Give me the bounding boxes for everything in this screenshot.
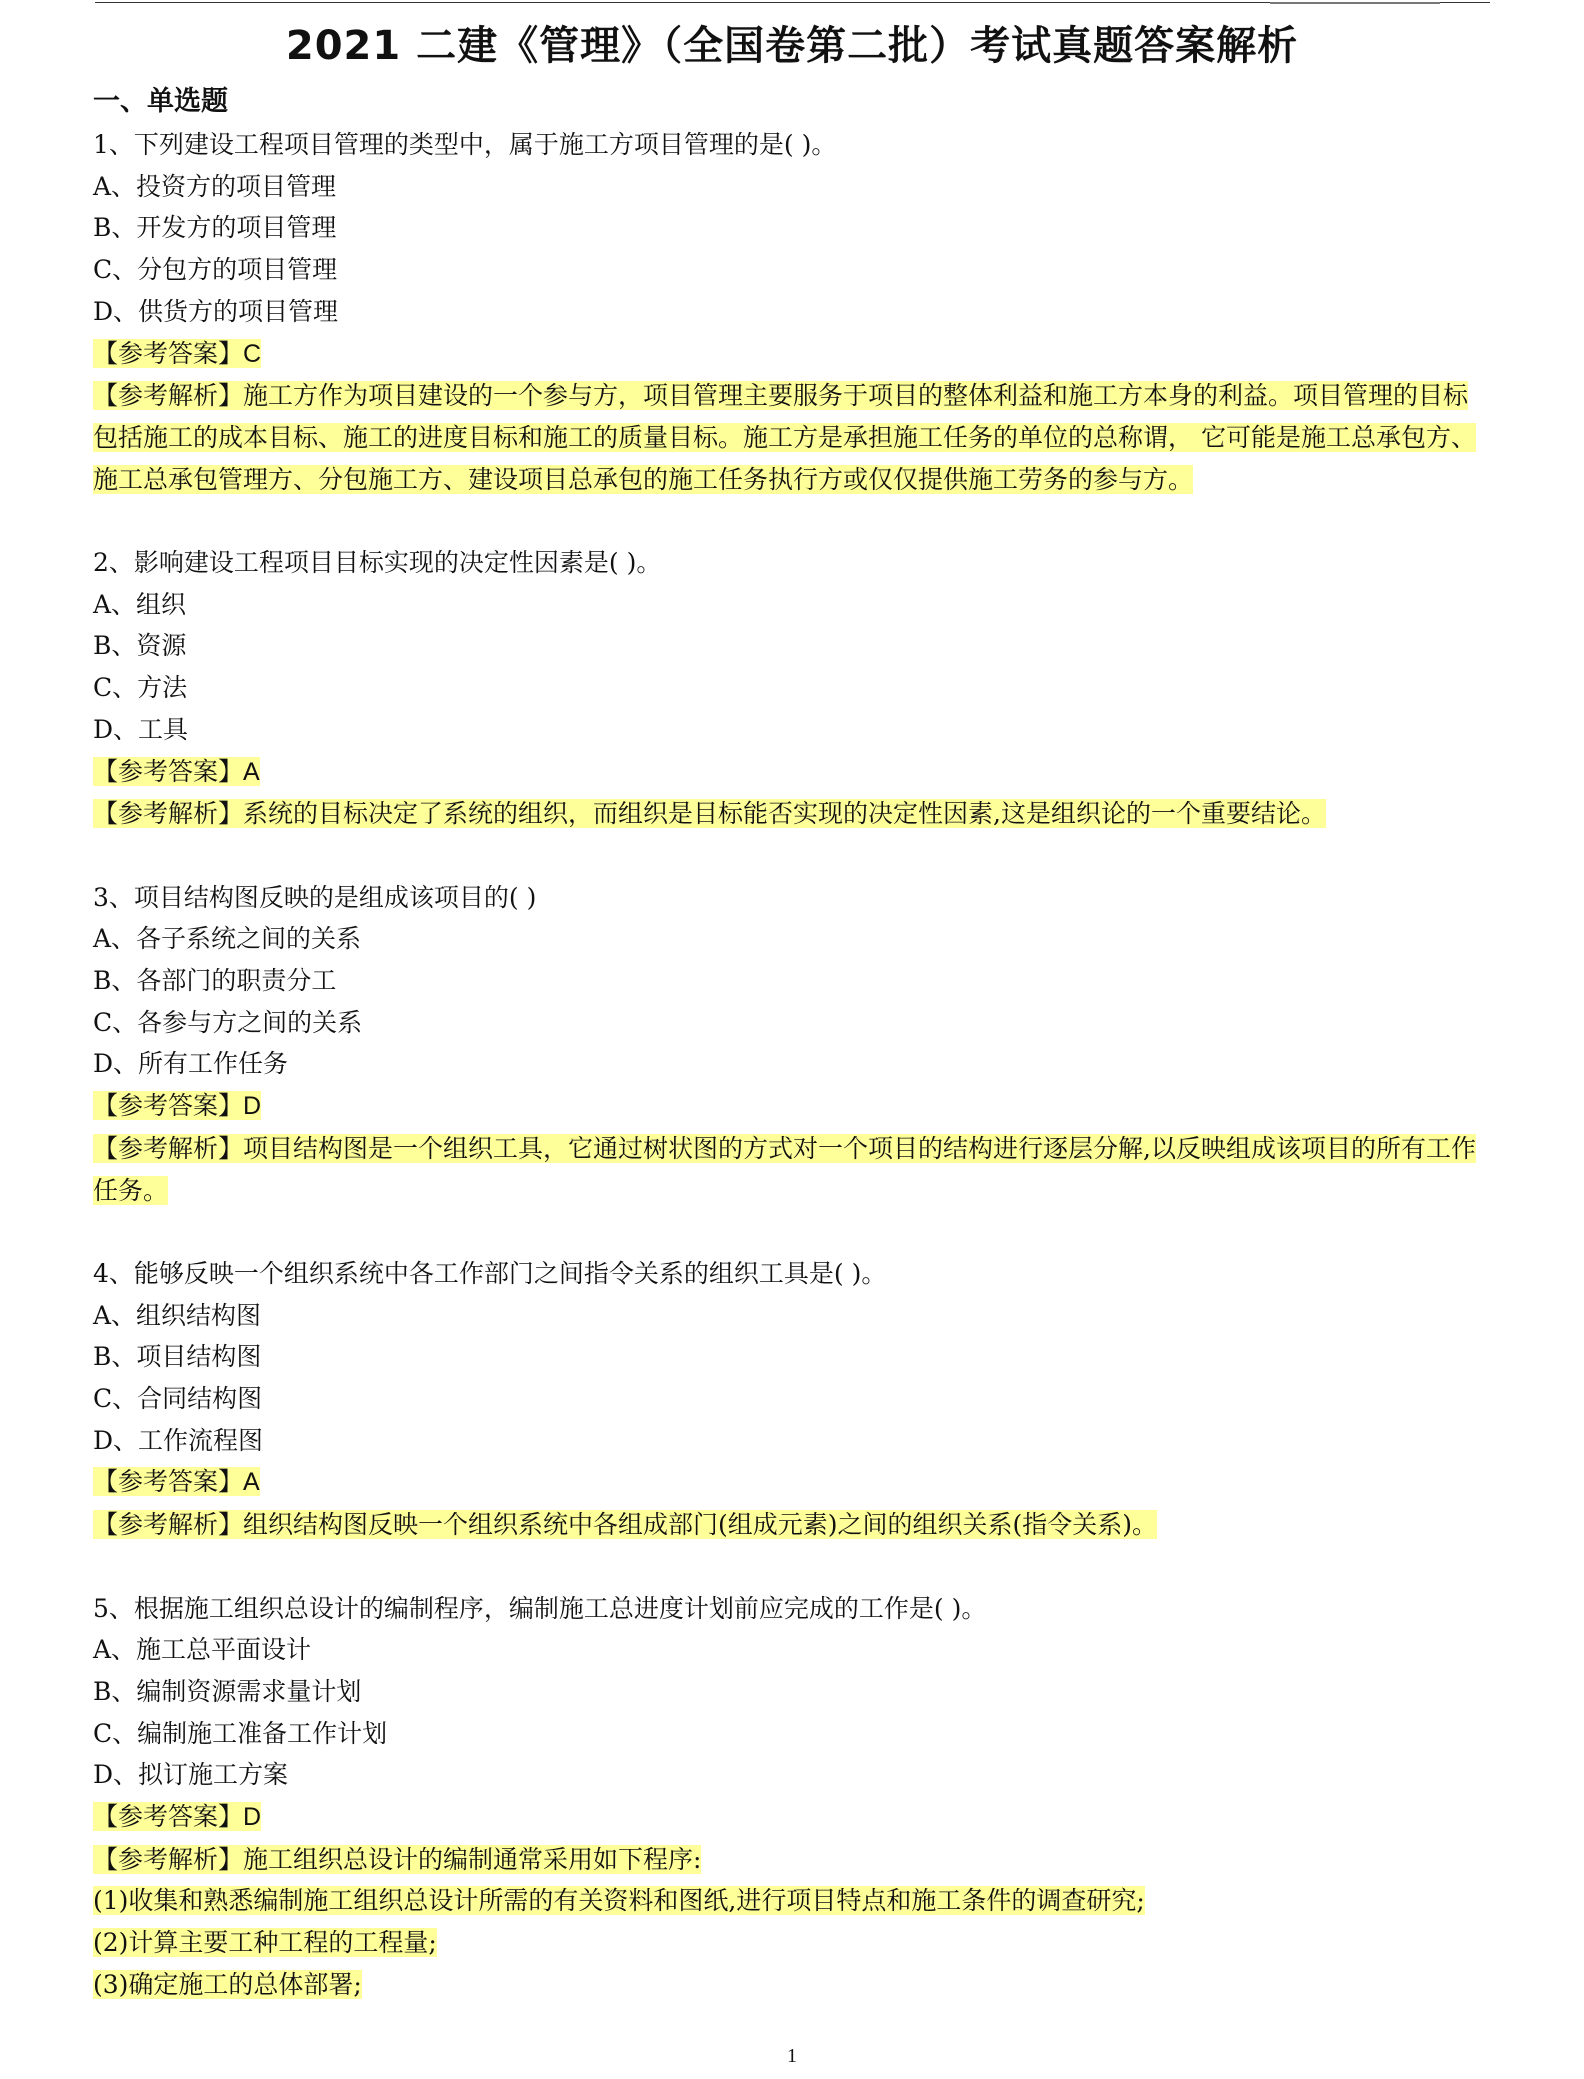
- question-5-option-c: C、编制施工准备工作计划: [93, 1718, 388, 1748]
- answer-value: C: [243, 339, 262, 368]
- question-2-analysis: [93, 793, 1491, 835]
- spacer: [93, 1546, 1491, 1588]
- question-2: [93, 542, 1491, 835]
- question-3-stem: 3、项目结构图反映的是组成该项目的( ): [93, 882, 537, 912]
- analysis-label: 【参考解析】: [93, 799, 244, 829]
- step-text: (2)计算主要工种工程的工程量;: [93, 1928, 437, 1958]
- question-4-answer: [93, 1461, 1491, 1504]
- question-1-option-a: A、投资方的项目管理: [93, 171, 337, 201]
- section-heading: 一、单选题: [93, 86, 228, 117]
- question-4: [93, 1253, 1491, 1546]
- question-3-option-d: D、所有工作任务: [93, 1049, 289, 1079]
- question-3-answer: [93, 1085, 1491, 1128]
- analysis-label: 【参考解析】: [93, 1510, 244, 1540]
- analysis-text: 施工方作为项目建设的一个参与方，项目管理主要服务于项目的整体利益和施工方本身的利益。项目管理的目标包括施工的成本目标、施工的进度目标和施工的质量目标。施工方是承担施工任务的单位的总称谓， 它可能是施工总承包方、施工总承包管理方、分包施工方、建设项目总承包的施工任务执行方或仅仅提供施工劳务的参与方。: [93, 381, 1476, 494]
- question-1-stem: 1、下列建设工程项目管理的类型中，属于施工方项目管理的是( )。: [93, 130, 837, 159]
- question-5-analysis: [93, 1839, 1491, 1881]
- analysis-text: 系统的目标决定了系统的组织，而组织是目标能否实现的决定性因素,这是组织论的一个重要结论。: [243, 799, 1326, 829]
- answer-value: A: [243, 757, 260, 786]
- header-mark: [1270, 0, 1440, 4]
- document-body: [93, 80, 1491, 2006]
- step-text: (1)收集和熟悉编制施工组织总设计所需的有关资料和图纸,进行项目特点和施工条件的调查研究;: [93, 1886, 1145, 1916]
- question-3-option-c: C、各参与方之间的关系: [93, 1007, 363, 1037]
- question-2-option-a: A、组织: [93, 589, 187, 619]
- question-3-option-a: A、各子系统之间的关系: [93, 924, 362, 954]
- answer-value: D: [243, 1803, 262, 1832]
- question-1: [93, 124, 1491, 500]
- question-5-option-b: B、编制资源需求量计划: [93, 1676, 362, 1706]
- answer-label: 【参考答案】: [93, 1467, 244, 1497]
- question-1-analysis: [93, 375, 1491, 500]
- question-4-option-a: A、组织结构图: [93, 1300, 262, 1330]
- analysis-text: 施工组织总设计的编制通常采用如下程序:: [243, 1844, 702, 1874]
- question-5-stem: 5、根据施工组织总设计的编制程序，编制施工总进度计划前应完成的工作是( )。: [93, 1593, 987, 1623]
- question-2-stem: 2、影响建设工程项目目标实现的决定性因素是( )。: [93, 548, 662, 578]
- question-1-option-c: C、分包方的项目管理: [93, 255, 338, 285]
- question-2-option-d: D、工具: [93, 714, 189, 744]
- answer-value: D: [243, 1092, 262, 1121]
- question-5-option-d: D、拟订施工方案: [93, 1760, 289, 1790]
- answer-value: A: [243, 1468, 260, 1497]
- question-5-option-a: A、施工总平面设计: [93, 1635, 312, 1665]
- answer-label: 【参考答案】: [93, 1802, 244, 1832]
- question-3-analysis: [93, 1128, 1491, 1211]
- question-5-step-1: [93, 1880, 1491, 1922]
- question-2-option-c: C、方法: [93, 673, 188, 703]
- answer-label: 【参考答案】: [93, 338, 244, 368]
- question-1-option-b: B、开发方的项目管理: [93, 213, 337, 243]
- step-text: (3)确定施工的总体部署;: [93, 1969, 362, 1999]
- question-4-option-d: D、工作流程图: [93, 1425, 264, 1455]
- answer-label: 【参考答案】: [93, 756, 244, 786]
- spacer: [93, 1211, 1491, 1253]
- question-4-option-b: B、项目结构图: [93, 1342, 262, 1372]
- question-2-answer: [93, 751, 1491, 794]
- question-4-analysis: [93, 1504, 1491, 1546]
- page-title: 2021 二建《管理》（全国卷第二批）考试真题答案解析: [285, 23, 1299, 69]
- spacer: [93, 835, 1491, 877]
- page-number: 1: [787, 2045, 797, 2067]
- analysis-label: 【参考解析】: [93, 381, 244, 411]
- question-1-answer: [93, 333, 1491, 376]
- analysis-label: 【参考解析】: [93, 1844, 244, 1874]
- question-3-option-b: B、各部门的职责分工: [93, 966, 337, 996]
- question-3: [93, 877, 1491, 1212]
- question-2-option-b: B、资源: [93, 631, 187, 661]
- analysis-label: 【参考解析】: [93, 1133, 244, 1163]
- analysis-text: 项目结构图是一个组织工具，它通过树状图的方式对一个项目的结构进行逐层分解,以反映组成该项目的所有工作任务。: [93, 1133, 1476, 1205]
- question-5-answer: [93, 1796, 1491, 1839]
- question-5-step-3: [93, 1964, 1491, 2006]
- spacer: [93, 500, 1491, 542]
- answer-label: 【参考答案】: [93, 1091, 244, 1121]
- analysis-text: 组织结构图反映一个组织系统中各组成部门(组成元素)之间的组织关系(指令关系)。: [243, 1510, 1158, 1540]
- question-1-option-d: D、供货方的项目管理: [93, 296, 339, 326]
- question-5-step-2: [93, 1922, 1491, 1964]
- question-5: [93, 1588, 1491, 2006]
- question-4-stem: 4、能够反映一个组织系统中各工作部门之间指令关系的组织工具是( )。: [93, 1258, 887, 1288]
- question-4-option-c: C、合同结构图: [93, 1384, 263, 1414]
